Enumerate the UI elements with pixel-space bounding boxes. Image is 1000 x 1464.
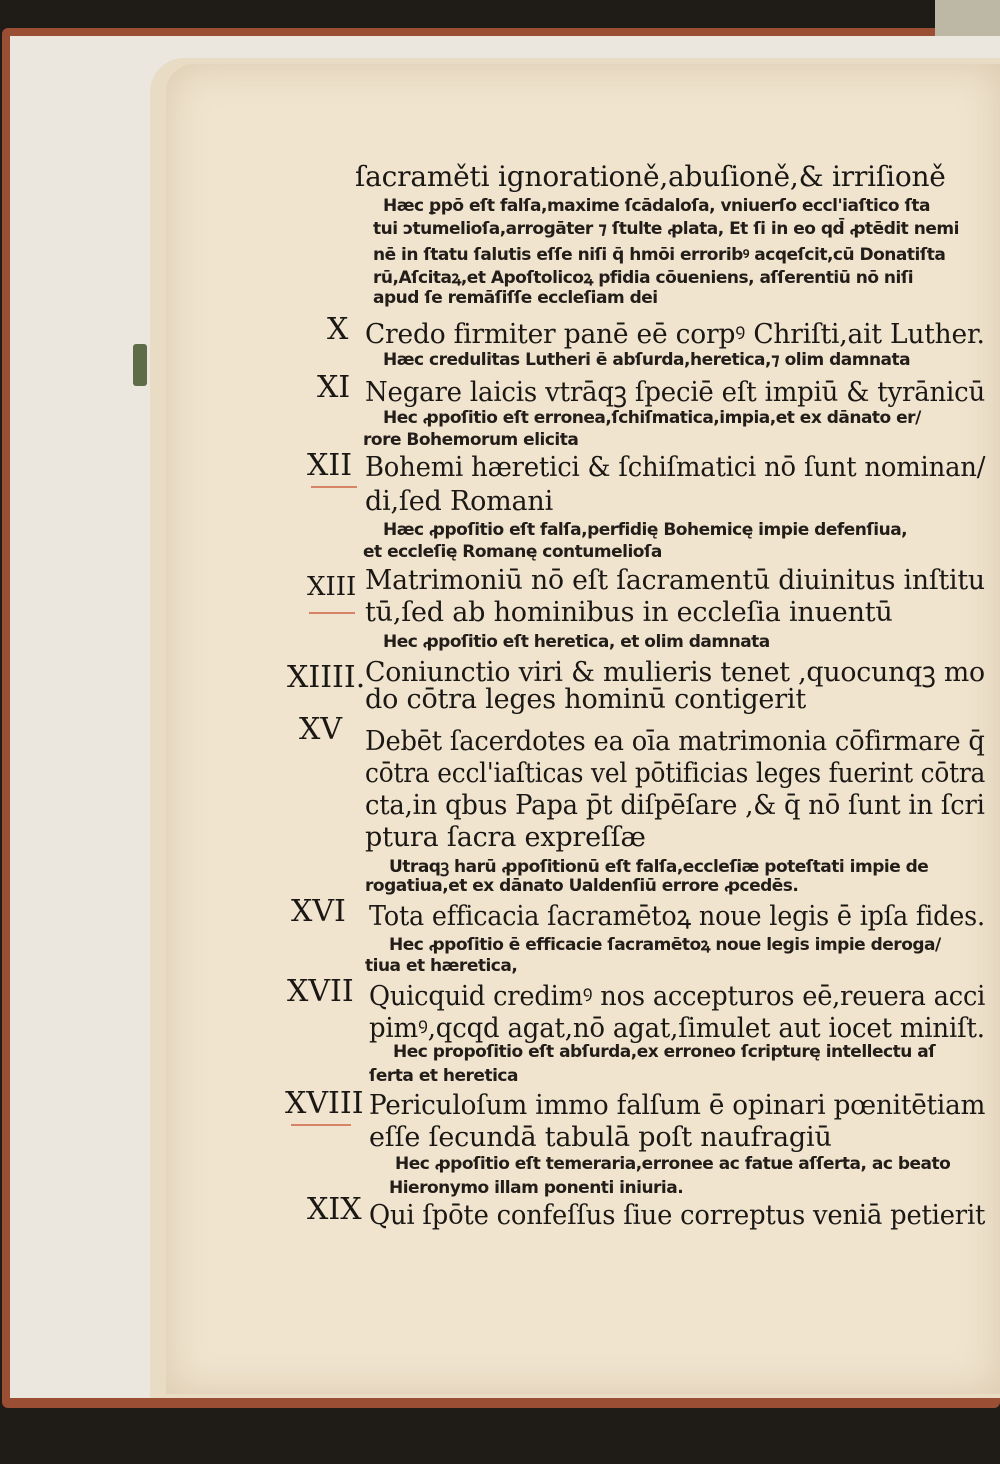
proposition-numeral: X	[327, 312, 349, 347]
comment-line: Hæc ꝓpoſitio eſt falſa,perfidię Bohemicę impie defenſiua,	[383, 520, 908, 540]
opening-line: ſacraměti ignorationě,abuſioně,& irriſioně	[355, 160, 946, 193]
comment-line: tiua et hæretica,	[365, 956, 518, 976]
comment-line: rū,Aſcitaꝝ,et Apoſtolicoꝝ pfidia cōueniens, aſſerentiū nō niſi	[373, 268, 914, 288]
rubric-underline	[309, 612, 355, 614]
comment-line: Hæc credulitas Lutheri ē abſurda,heretica,⁊ olim damnata	[383, 350, 911, 370]
comment-line: rogatiua,et ex dānato Ualdenſiū errore ꝓcedēs.	[365, 876, 799, 896]
proposition-numeral: XVII	[287, 974, 354, 1009]
rubric-underline	[311, 486, 357, 488]
proposition-text: do cōtra leges hominū contigerit	[365, 684, 806, 715]
proposition-text: pimꝰ,qcqd agat,nō agat,ſimulet aut iocet miniſt.	[369, 1013, 985, 1044]
proposition-numeral: XIIII.	[287, 660, 366, 695]
proposition-text: Matrimoniū nō eſt ſacramentū diuinitus inſtitu	[365, 565, 985, 596]
comment-line: Hec ꝓpoſitio eſt erronea,ſchiſmatica,impia,et ex dānato er/	[383, 408, 921, 428]
proposition-text: Credo firmiter panē eē corpꝰ Chriſti,ait Luther.	[365, 319, 985, 350]
comment-line: Hec ꝓpoſitio eſt temeraria,erronee ac fatue aſſerta, ac beato	[395, 1154, 951, 1174]
comment-line: Hæc ꝑpō eſt falſa,maxime ſcādaloſa, vniuerſo eccl'iaſtico ſta	[383, 196, 930, 216]
comment-line: Utraqꝫ harū ꝓpoſitionū eſt falſa,eccleſiæ poteſtati impie de	[389, 857, 929, 877]
proposition-numeral: XV	[299, 712, 343, 747]
comment-line: rore Bohemorum elicita	[363, 430, 579, 450]
comment-line: Hec propoſitio eſt abſurda,ex erroneo ſcripturę intellectu aſ	[393, 1042, 936, 1062]
proposition-text: Tota efficacia ſacramētoꝝ noue legis ē ipſa fides.	[369, 901, 985, 932]
proposition-text: Bohemi hæretici & ſchiſmatici nō ſunt nominan/	[365, 452, 986, 483]
page-edge-tab	[133, 344, 147, 386]
proposition-text: di,ſed Romani	[365, 486, 554, 517]
comment-line: apud ſe remāſiſſe eccleſiam dei	[373, 288, 658, 308]
proposition-numeral: XIII	[307, 572, 357, 602]
proposition-text: eſſe ſecundā tabulā poſt naufragiū	[369, 1122, 832, 1153]
proposition-text: Coniunctio viri & mulieris tenet ,quocunqꝫ mo	[365, 657, 985, 688]
proposition-text: cta,in qbus Papa p̄t diſpēſare ,& q̄ nō ſunt in ſcri	[365, 790, 985, 821]
proposition-text: cōtra eccl'iaſticas vel pōtificias leges fuerint cōtra	[365, 758, 986, 789]
proposition-text: ptura ſacra expreſſæ	[365, 822, 646, 853]
comment-line: Hec ꝓpoſitio ē efficacie ſacramētoꝝ noue legis impie deroga/	[389, 935, 941, 955]
proposition-text: Quicquid credimꝰ nos accepturos eē,reuera acci	[369, 981, 986, 1012]
proposition-text: Debēt ſacerdotes ea oīa matrimonia cōfirmare q̄	[365, 726, 985, 757]
proposition-text: Negare laicis vtrāqꝫ ſpeciē eſt impiū & tyrānicū	[365, 377, 986, 408]
proposition-numeral: XVIII	[285, 1086, 364, 1121]
proposition-numeral: XIX	[307, 1192, 362, 1227]
comment-line: Hieronymo illam ponenti iniuria.	[389, 1178, 684, 1198]
proposition-text: Periculoſum immo falſum ē opinari pœnitētiam	[369, 1090, 986, 1121]
proposition-text: Qui ſpōte confeſſus ſiue correptus veniā petierit	[369, 1200, 986, 1231]
comment-line: nē in ſtatu ſalutis eſſe niſi q̄ hmōi erroribꝰ acqeſcit,cū Donatiſta	[373, 245, 946, 265]
proposition-text: tū,ſed ab hominibus in eccleſia inuentū	[365, 597, 893, 628]
rubric-underline	[291, 1124, 351, 1126]
proposition-numeral: XI	[317, 370, 351, 405]
proposition-numeral: XII	[307, 448, 353, 483]
comment-line: Hec ꝓpoſitio eſt heretica, et olim damnata	[383, 632, 770, 652]
comment-line: tui ↄtumelioſa,arrogāter ⁊ ſtulte ꝓlata, Et ſi in eo qd̄ ꝓtēdit nemi	[373, 219, 959, 239]
comment-line: et eccleſię Romanę contumelioſa	[363, 542, 662, 562]
comment-line: ſerta et heretica	[369, 1066, 518, 1086]
proposition-numeral: XVI	[291, 894, 346, 929]
